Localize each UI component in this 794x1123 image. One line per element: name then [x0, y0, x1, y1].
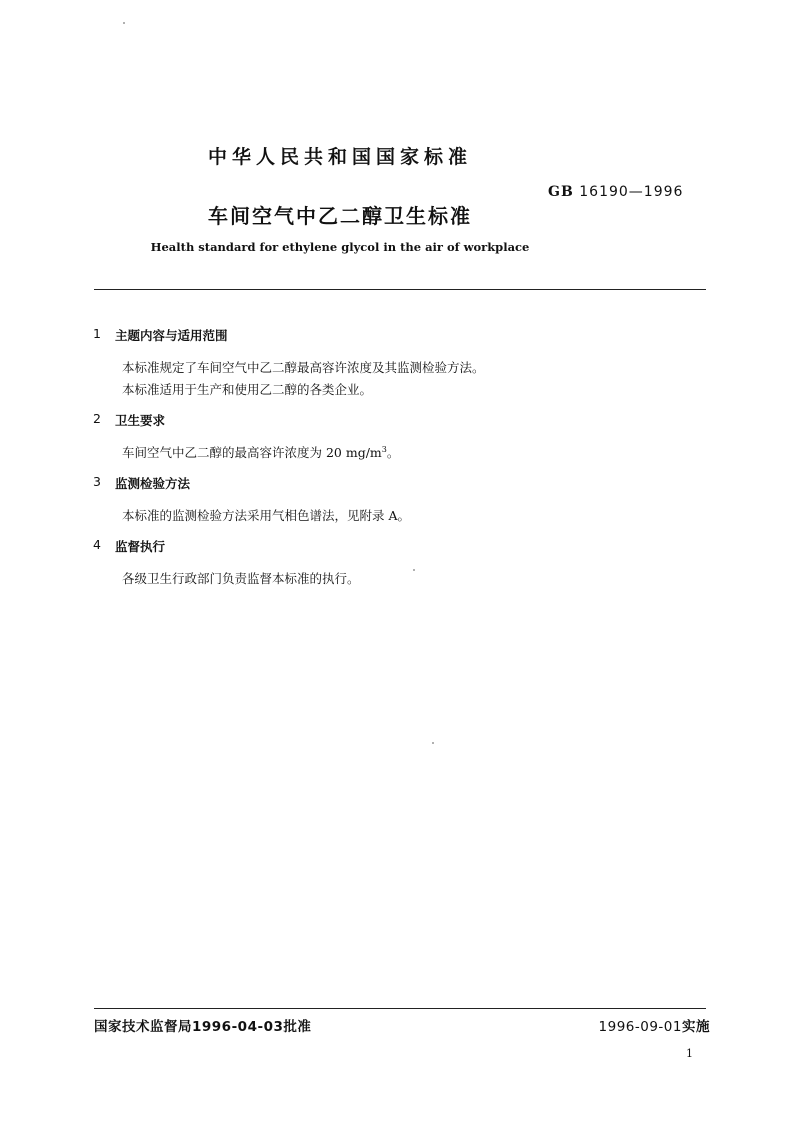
section-title: 监测检验方法	[115, 476, 191, 491]
national-standard-heading: 中华人民共和国国家标准	[207, 146, 472, 168]
superscript: 3	[381, 444, 387, 454]
paragraph-text: 车间空气中乙二醇的最高容许浓度为 20 mg/m	[122, 445, 382, 460]
scan-speck	[123, 22, 125, 24]
approval-note: 国家技术监督局1996-04-03批准	[94, 1019, 312, 1035]
section-paragraph	[122, 443, 399, 461]
section-title: 主题内容与适用范围	[115, 328, 228, 343]
section-paragraph: 本标准适用于生产和使用乙二醇的各类企业。	[122, 382, 373, 397]
section-number: 4	[93, 537, 101, 552]
section-title: 监督执行	[115, 539, 166, 554]
paragraph-end: 。	[386, 445, 400, 460]
header-divider	[94, 289, 706, 290]
section-title: 卫生要求	[115, 413, 166, 428]
effective-date-value: 1996-09-01	[598, 1019, 682, 1035]
standard-prefix: GB	[548, 184, 574, 200]
document-title: 车间空气中乙二醇卫生标准	[208, 204, 472, 228]
section-number: 3	[93, 474, 101, 489]
section-number: 1	[93, 326, 101, 341]
section-paragraph: 本标准规定了车间空气中乙二醇最高容许浓度及其监测检验方法。	[122, 360, 485, 375]
scan-speck	[432, 742, 434, 744]
section-paragraph: 本标准的监测检验方法采用气相色谱法，见附录 A。	[122, 508, 411, 523]
scan-speck	[413, 569, 415, 571]
effective-label: 实施	[682, 1019, 710, 1035]
footer-divider	[94, 1008, 706, 1009]
standard-code: 16190—1996	[579, 184, 684, 200]
page-number: 1	[686, 1047, 693, 1060]
section-paragraph: 各级卫生行政部门负责监督本标准的执行。	[122, 571, 360, 586]
standard-number	[548, 184, 683, 200]
document-title-english: Health standard for ethylene glycol in the air of workplace	[150, 240, 530, 254]
effective-date	[560, 1015, 710, 1035]
section-number: 2	[93, 411, 101, 426]
